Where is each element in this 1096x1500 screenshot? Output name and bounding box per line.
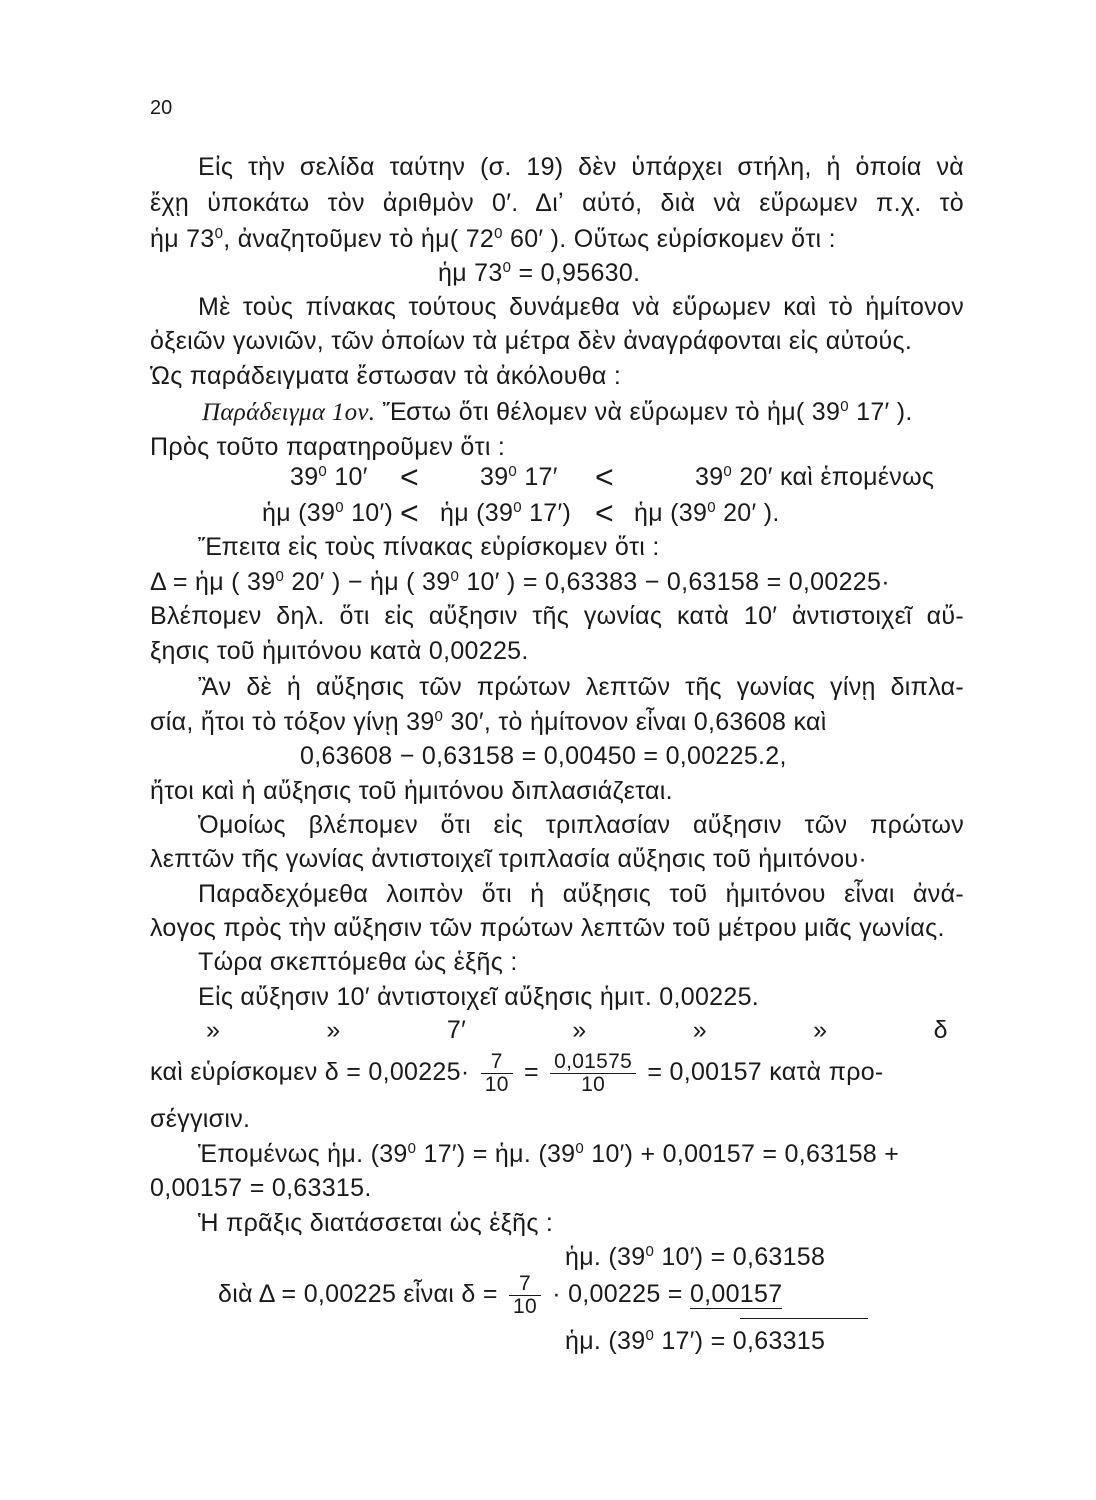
text-line: Ἡ πρᾶξις διατάσσεται ὡς ἑξῆς :	[198, 1209, 554, 1237]
text-line: σέγγισιν.	[150, 1105, 251, 1133]
ditto-line: » » 7′ » » » δ	[206, 1016, 948, 1044]
fraction: $\frac{7}{10}$	[509, 1273, 541, 1318]
text-line: Εἰς τὴν σελίδα ταύτην (σ. 19) δὲν ὑπάρχει στήλη, ἡ ὁποία νὰ	[198, 153, 964, 181]
inequality-term: ἡμ ($39^0$ 10′)	[262, 499, 394, 527]
text-line: λογος πρὸς τὴν αὔξησιν τῶν πρώτων λεπτῶν τοῦ μέτρου μιᾶς γωνίας.	[150, 914, 945, 942]
text-line: ἡμ $73^0$, ἀναζητοῦμεν τὸ ἡμ( $72^0$ 60′ ). Οὕτως εὑρίσκομεν ὅτι :	[150, 225, 836, 253]
text-line: σία, ἤτοι τὸ τόξον γίνῃ $39^0$ 30′, τὸ ἡμίτονον εἶναι 0,63608 καὶ	[150, 708, 827, 736]
text-line: Ἔπειτα εἰς τοὺς πίνακας εὑρίσκομεν ὅτι :	[198, 533, 660, 561]
inequality-term: $39^0$ 17′	[480, 463, 558, 491]
text-line: ξησις τοῦ ἡμιτόνου κατὰ 0,00225.	[150, 637, 529, 665]
text-line: Πρὸς τοῦτο παρατηροῦμεν ὅτι :	[150, 433, 506, 461]
equation-line: καὶ εὑρίσκομεν δ = 0,00225· $\frac{7}{10}$ = $\frac{0,01575}{10}$ = 0,00157 κατὰ προ-	[150, 1049, 884, 1096]
text-line: Ὁμοίως βλέπομεν ὅτι εἰς τριπλασίαν αὔξησιν τῶν πρώτων	[198, 811, 964, 839]
text-line: Τώρα σκεπτόμεθα ὡς ἑξῆς :	[198, 948, 518, 976]
text-line: Βλέπομεν δηλ. ὅτι εἰς αὔξησιν τῆς γωνίας κατὰ 10′ ἀντιστοιχεῖ αὔ-	[150, 602, 964, 630]
equation-line: 0,00157 = 0,63315.	[150, 1174, 372, 1202]
text-line: Μὲ τοὺς πίνακας τούτους δυνάμεθα νὰ εὕρωμεν καὶ τὸ ἡμίτονον	[198, 293, 964, 321]
sum-rule	[740, 1318, 868, 1319]
less-than-sign: <	[595, 495, 614, 531]
page-number: 20	[150, 97, 173, 119]
degree-mark: 0	[494, 225, 503, 242]
degree-mark: 0	[840, 398, 849, 415]
inequality-term: ἡμ ($39^0$ 20′ ).	[634, 499, 780, 527]
equation-line: 0,63608 − 0,63158 = 0,00450 = 0,00225.2,	[300, 742, 787, 770]
text-line: ἔχῃ ὑποκάτω τὸν ἀριθμὸν 0′. Διʼ αὐτό, διὰ νὰ εὕρωμεν π.χ. τὸ	[150, 189, 964, 217]
text-line: Ἂν δὲ ἡ αὔξησις τῶν πρώτων λεπτῶν τῆς γωνίας γίνῃ διπλα-	[198, 673, 964, 701]
less-than-sign: <	[400, 459, 419, 495]
equation-line: ἡμ $73^0 = 0,95630$.	[438, 259, 641, 287]
degree-mark: 0	[214, 225, 224, 242]
less-than-sign: <	[400, 495, 419, 531]
degree-mark: 0	[502, 259, 512, 276]
text-line: Ὡς παράδειγματα ἔστωσαν τὰ ἀκόλουθα :	[150, 362, 622, 390]
equation-line: Δ = ἡμ ( $39^0$ 20′ ) − ἡμ ( $39^0$ 10′ ) = 0,63383 − 0,63158 = 0,00225·	[150, 568, 890, 596]
equation-line: ἡμ. ($39^0$ 17′) = 0,63315	[565, 1327, 826, 1355]
underlined-value: 0,00157	[689, 1280, 783, 1308]
inequality-term: $39^0$ 10′	[290, 463, 368, 491]
inequality-term: ἡμ ($39^0$ 17′)	[440, 499, 572, 527]
less-than-sign: <	[595, 459, 614, 495]
equation-line: Ἑπομένως ἡμ. ($39^0$ 17′) = ἡμ. ($39^0$ 10′) + 0,00157 = 0,63158 +	[198, 1140, 900, 1168]
text-line: λεπτῶν τῆς γωνίας ἀντιστοιχεῖ τριπλασία αὔξησις τοῦ ἡμιτόνου·	[150, 845, 868, 873]
text-line: ὀξειῶν γωνιῶν, τῶν ὁποίων τὰ μέτρα δὲν ἀναγράφονται εἰς αὐτούς.	[150, 327, 913, 355]
example-heading-line: Παράδειγμα 1ον. Ἔστω ὅτι θέλομεν νὰ εὕρωμεν τὸ ἡμ( $39^0$ 17′ ).	[202, 398, 913, 426]
text-line: ἤτοι καὶ ἡ αὔξησις τοῦ ἡμιτόνου διπλασιάζεται.	[150, 777, 673, 805]
equation-line: διὰ Δ = 0,00225 εἶναι δ = $\frac{7}{10}$ · 0,00225 = 0,00157	[218, 1271, 783, 1318]
fraction: $\frac{7}{10}$	[481, 1051, 513, 1096]
text-line: Παραδεχόμεθα λοιπὸν ὅτι ἡ αὔξησις τοῦ ἡμιτόνου εἶναι ἀνά-	[198, 880, 964, 908]
equation-line: ἡμ. ($39^0$ 10′) = 0,63158	[565, 1243, 826, 1271]
inequality-term: $39^0$ 20′ καὶ ἑπομένως	[695, 463, 935, 491]
example-title: Παράδειγμα 1ον.	[202, 399, 376, 426]
text-line: Εἰς αὔξησιν 10′ ἀντιστοιχεῖ αὔξησις ἡμιτ. 0,00225.	[198, 983, 760, 1011]
fraction: $\frac{0,01575}{10}$	[550, 1051, 636, 1096]
